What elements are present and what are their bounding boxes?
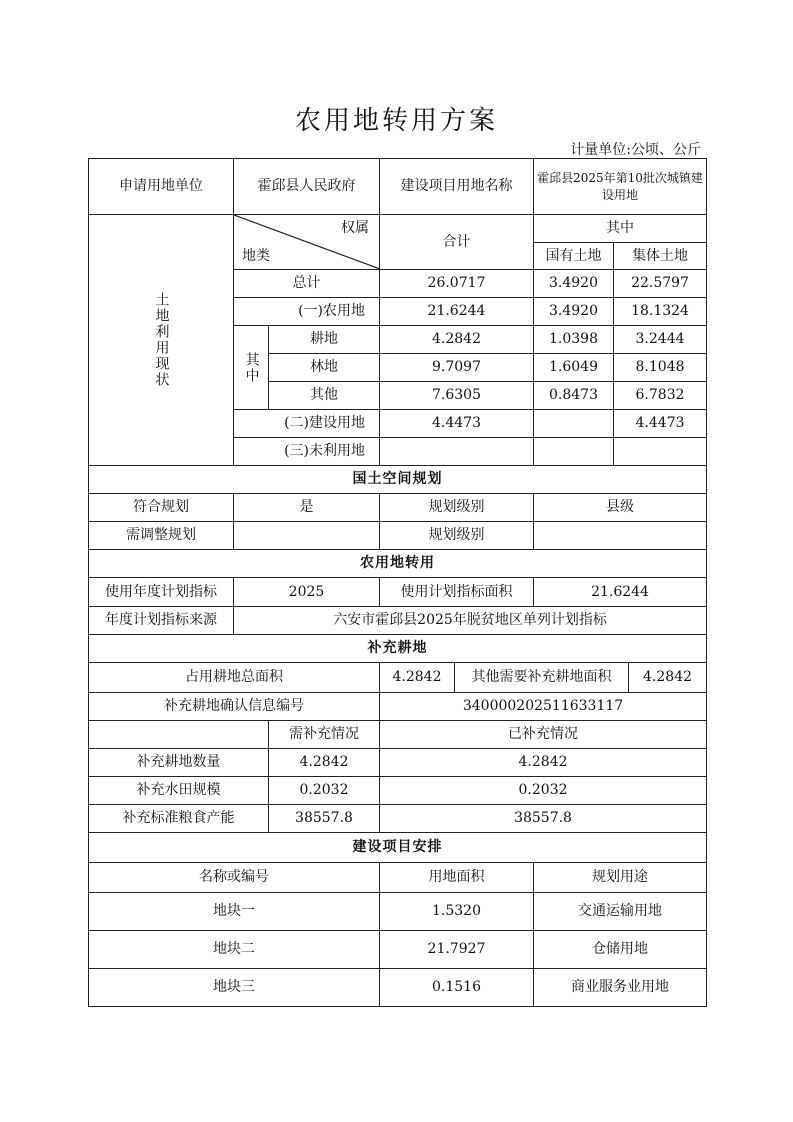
conform-plan-label: 符合规划 [89, 494, 234, 522]
plot-name-header: 名称或编号 [89, 863, 380, 893]
plan-year-label: 使用年度计划指标 [89, 578, 234, 607]
row-construction-label: (二)建设用地 [234, 410, 380, 438]
row-total-sum: 26.0717 [380, 270, 534, 298]
row-paddy-done: 0.2032 [380, 777, 707, 805]
row-agri-state: 3.4920 [534, 298, 614, 326]
row-other-collective: 6.7832 [614, 382, 707, 410]
row-other-state: 0.8473 [534, 382, 614, 410]
need-column-header: 需补充情况 [269, 721, 380, 749]
confirm-no-label: 补充耕地确认信息编号 [89, 693, 380, 721]
applicant-label: 申请用地单位 [89, 159, 234, 215]
row-unused-state [534, 438, 614, 466]
row-unused-sum [380, 438, 534, 466]
sub-of-which-cell [234, 326, 269, 410]
row-agri-collective: 18.1324 [614, 298, 707, 326]
table-row [89, 969, 707, 1007]
project-name-value: 霍邱县2025年第10批次城镇建设用地 [534, 159, 707, 215]
adjust-level-label: 规划级别 [380, 522, 534, 550]
row-qty-need: 4.2842 [269, 749, 380, 777]
state-land-header: 国有土地 [534, 243, 614, 270]
land-status-section [89, 215, 234, 466]
row-arable-collective: 3.2444 [614, 326, 707, 354]
spatial-planning-section: 国土空间规划 [89, 466, 707, 494]
total-column-header: 合计 [380, 215, 534, 270]
table-row [89, 931, 707, 969]
plan-level-value: 县级 [534, 494, 707, 522]
plan-area-label: 使用计划指标面积 [380, 578, 534, 607]
other-need-value: 4.2842 [629, 663, 707, 693]
plan-area-value: 21.6244 [534, 578, 707, 607]
row-other-sum: 7.6305 [380, 382, 534, 410]
row-other-label: 其他 [269, 382, 380, 410]
land-conversion-table [88, 158, 707, 1007]
done-column-header: 已补充情况 [380, 721, 707, 749]
landtype-label: 地类 [242, 248, 270, 265]
page-title: 农用地转用方案 [294, 106, 498, 136]
plan-source-value: 六安市霍邱县2025年脱贫地区单列计划指标 [234, 607, 707, 635]
occupied-area-label: 占用耕地总面积 [89, 663, 380, 693]
plot-use-header: 规划用途 [534, 863, 707, 893]
row-paddy-need: 0.2032 [269, 777, 380, 805]
row-grain-label: 补充标准粮食产能 [89, 805, 269, 833]
diagonal-header-cell [234, 215, 380, 270]
row-forest-sum: 9.7097 [380, 354, 534, 382]
plot-area-header: 用地面积 [380, 863, 534, 893]
land-status-label: 土地利用现状 [153, 292, 170, 388]
row-qty-label: 补充耕地数量 [89, 749, 269, 777]
row-grain-done: 38557.8 [380, 805, 707, 833]
other-need-label: 其他需要补充耕地面积 [455, 663, 629, 693]
row-qty-done: 4.2842 [380, 749, 707, 777]
row-forest-state: 1.6049 [534, 354, 614, 382]
supplement-blank-cell [89, 721, 269, 749]
supplement-section: 补充耕地 [89, 635, 707, 663]
unit-note: 计量单位:公顷、公斤 [570, 142, 701, 158]
row-construction-sum: 4.4473 [380, 410, 534, 438]
adjust-level-value [534, 522, 707, 550]
plot-area: 1.5320 [380, 893, 534, 931]
plan-source-label: 年度计划指标来源 [89, 607, 234, 635]
applicant-value: 霍邱县人民政府 [234, 159, 380, 215]
ownership-label: 权属 [341, 220, 369, 236]
row-total-label: 总计 [234, 270, 380, 298]
sub-of-which-label: 其中 [243, 351, 260, 384]
plot-area: 21.7927 [380, 931, 534, 969]
row-agri-sum: 21.6244 [380, 298, 534, 326]
row-forest-collective: 8.1048 [614, 354, 707, 382]
confirm-no-value: 340000202511633117 [380, 693, 707, 721]
row-arable-label: 耕地 [269, 326, 380, 354]
project-name-label: 建设项目用地名称 [380, 159, 534, 215]
row-total-state: 3.4920 [534, 270, 614, 298]
adjust-plan-value [234, 522, 380, 550]
plot-use: 商业服务业用地 [534, 969, 707, 1007]
row-unused-label: (三)未利用地 [234, 438, 380, 466]
row-arable-state: 1.0398 [534, 326, 614, 354]
collective-land-header: 集体土地 [614, 243, 707, 270]
plot-name: 地块二 [89, 931, 380, 969]
row-paddy-label: 补充水田规模 [89, 777, 269, 805]
adjust-plan-label: 需调整规划 [89, 522, 234, 550]
row-grain-need: 38557.8 [269, 805, 380, 833]
plot-use: 仓储用地 [534, 931, 707, 969]
row-total-collective: 22.5797 [614, 270, 707, 298]
plot-name: 地块一 [89, 893, 380, 931]
plot-name: 地块三 [89, 969, 380, 1007]
of-which-header: 其中 [534, 215, 707, 243]
plot-area: 0.1516 [380, 969, 534, 1007]
row-agri-label: (一)农用地 [234, 298, 380, 326]
conversion-section: 农用地转用 [89, 550, 707, 578]
plan-level-label: 规划级别 [380, 494, 534, 522]
table-row [89, 893, 707, 931]
plot-use: 交通运输用地 [534, 893, 707, 931]
row-unused-collective [614, 438, 707, 466]
occupied-area-value: 4.2842 [380, 663, 455, 693]
row-construction-collective: 4.4473 [614, 410, 707, 438]
row-construction-state [534, 410, 614, 438]
row-arable-sum: 4.2842 [380, 326, 534, 354]
conform-plan-value: 是 [234, 494, 380, 522]
row-forest-label: 林地 [269, 354, 380, 382]
arrangement-section: 建设项目安排 [89, 833, 707, 863]
plan-year-value: 2025 [234, 578, 380, 607]
